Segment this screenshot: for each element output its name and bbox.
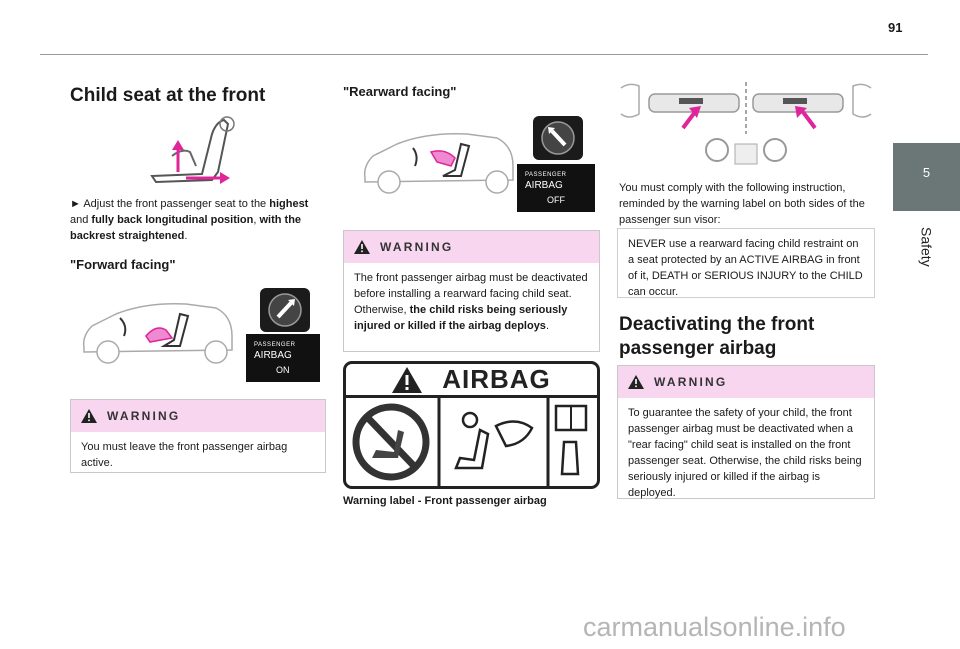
- section-title-deactivating: Deactivating the front passenger airbag: [619, 314, 815, 359]
- seat-instruction: ► Adjust the front passenger seat to the highest and fully back longitudinal position, with the backrest straightened.: [70, 198, 309, 242]
- airbag-switch-on-icon: [260, 288, 310, 332]
- airbag-on-label: PASSENGER AIRBAG ON: [246, 334, 320, 382]
- warning-text: The front passenger airbag must be deactivated before installing a rearward facing child seat. Otherwise, the child risks being seriously injured or killed if the airbag deploys.: [354, 272, 588, 332]
- sun-visor-notice: NEVER use a rearward facing child restraint on a seat protected by an ACTIVE AIRBAG in front of it, DEATH or SERIOUS INJURY to the CHILD can occur.: [617, 228, 875, 298]
- warning-triangle-icon: [392, 367, 422, 393]
- warning-text: You must leave the front passenger airbag active.: [81, 441, 288, 469]
- warning-title: WARNING: [380, 240, 454, 254]
- warning-title: WARNING: [107, 409, 181, 423]
- airbag-sign-pictograms: [346, 398, 597, 486]
- airbag-warning-sign: [343, 361, 600, 489]
- warning-title: WARNING: [654, 375, 728, 389]
- watermark: carmanualsonline.info: [583, 612, 846, 642]
- chapter-number: 5: [922, 165, 931, 180]
- warning-box-forward: [70, 399, 326, 473]
- warning-triangle-icon: [354, 240, 370, 254]
- sun-visor-illustration: [619, 74, 873, 170]
- chapter-label: Safety: [918, 227, 935, 267]
- section-title-child-seat-front: Child seat at the front: [70, 85, 266, 106]
- chapter-tab[interactable]: [893, 143, 960, 211]
- seat-adjust-illustration: [142, 114, 252, 186]
- page-number: 91: [888, 20, 903, 35]
- rearward-facing-heading: "Rearward facing": [343, 84, 457, 99]
- airbag-sign-banner: [346, 364, 597, 398]
- warning-text: To guarantee the safety of your child, the front passenger airbag must be deactivated when a "rear facing" child seat is installed on the front passenger seat. Otherwise, the child risks being seriously injured or killed if the airbag is deployed.: [628, 407, 862, 499]
- sun-visor-intro: You must comply with the following instruction, reminded by the warning label on both sides of the passenger sun visor:: [619, 182, 865, 226]
- warning-header: [344, 231, 599, 263]
- forward-facing-heading: "Forward facing": [70, 257, 176, 272]
- top-rule: [40, 54, 928, 55]
- car-rearward-facing-illustration: [357, 126, 519, 198]
- warning-header: [618, 366, 874, 398]
- warning-header: [71, 400, 325, 432]
- car-forward-facing-illustration: [76, 296, 238, 368]
- warning-triangle-icon: [628, 375, 644, 389]
- warning-box-rearward: [343, 230, 600, 352]
- airbag-switch-off-icon: [533, 116, 583, 160]
- warning-box-deactivating: [617, 365, 875, 499]
- airbag-off-label: PASSENGER AIRBAG OFF: [517, 164, 595, 212]
- warning-triangle-icon: [81, 409, 97, 423]
- figure-caption: Warning label - Front passenger airbag: [343, 495, 547, 507]
- airbag-sign-word: AIRBAG: [442, 364, 551, 394]
